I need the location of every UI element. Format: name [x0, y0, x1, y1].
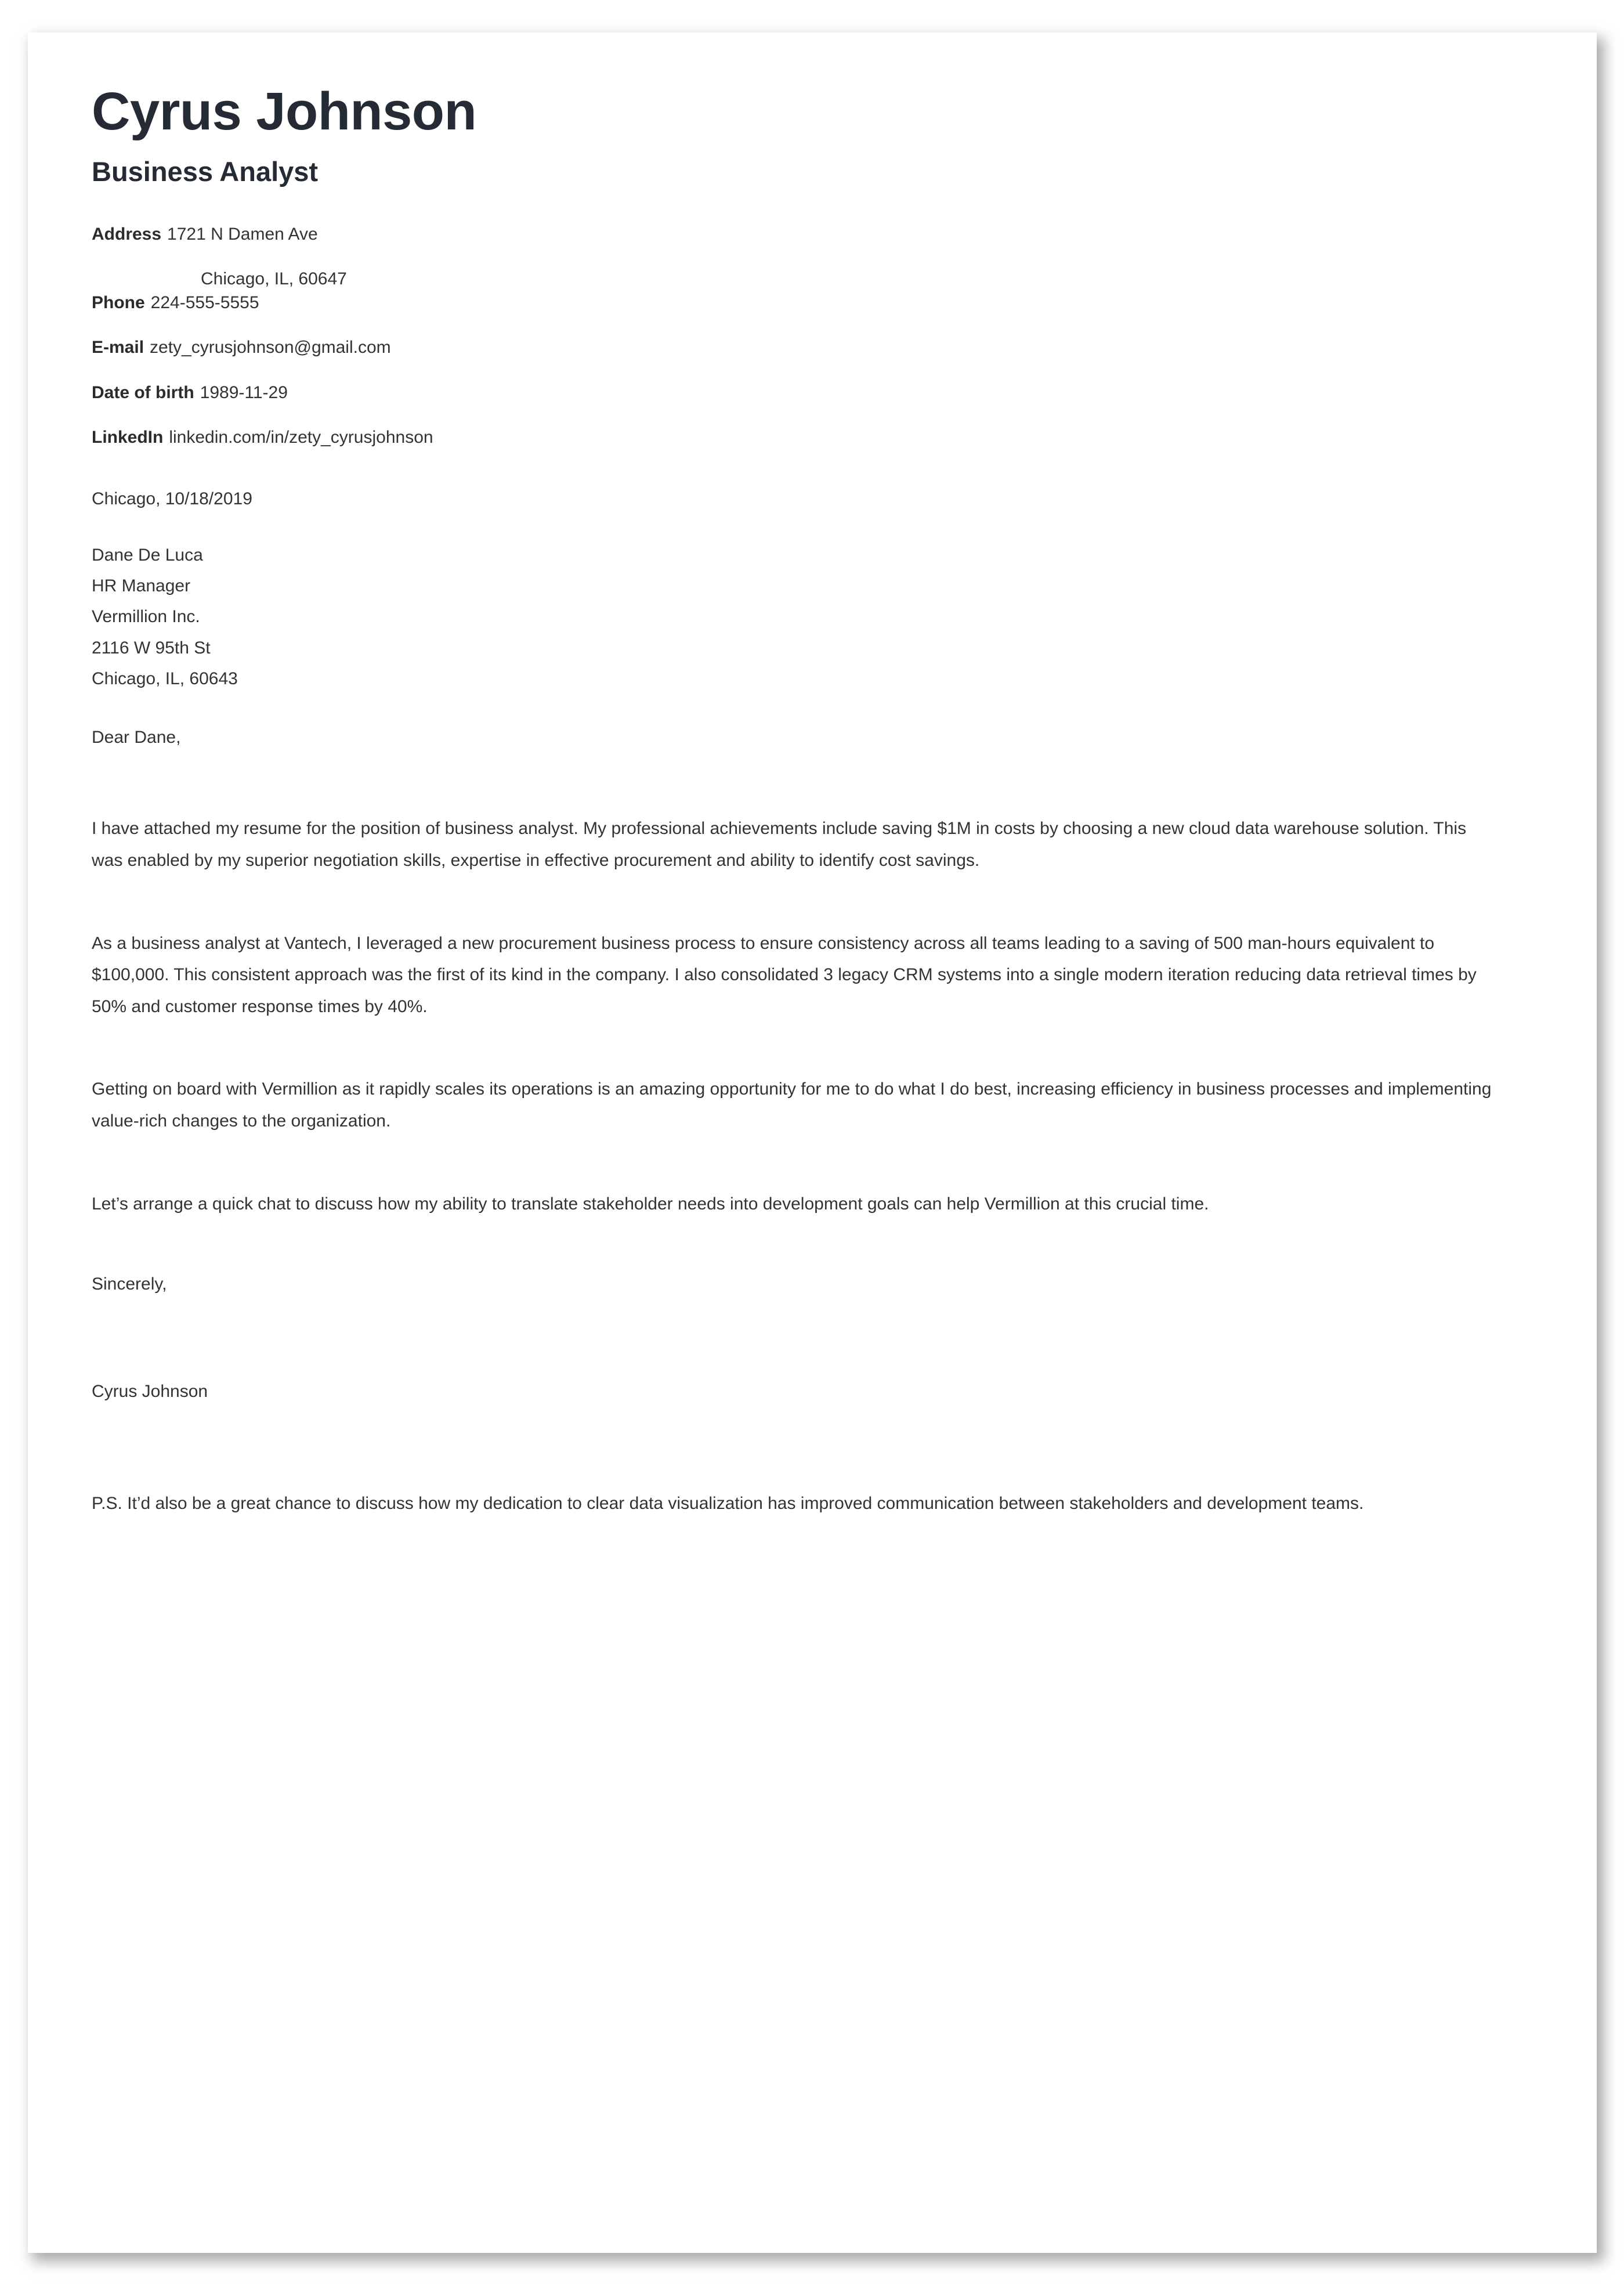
document-sheet	[28, 32, 1597, 2253]
contact-value-date-of-birth: 1989-11-29	[200, 382, 288, 402]
contact-value-address-city: Chicago, IL, 60647	[201, 269, 347, 289]
letter-paragraph-2: As a business analyst at Vantech, I leveraged a new procurement business process to ensure consistency across all teams leading to a saving of 500 man-hours equivalent to $100,000. This consistent approach was the first of its kind in the company. I also consolidated 3 legacy CRM systems into a single modern iteration reducing data retrieval times by 50% and customer response times by 40%.	[92, 933, 1477, 1016]
contact-item-phone	[92, 291, 1516, 315]
contact-value-email[interactable]: zety_cyrusjohnson@gmail.com	[150, 338, 391, 357]
recipient-city: Chicago, IL, 60643	[92, 669, 238, 689]
page-title: Cyrus Johnson	[92, 82, 477, 141]
contact-label-date-of-birth: Date of birth	[92, 382, 194, 402]
contact-value-phone: 224-555-5555	[150, 292, 259, 312]
document-content	[28, 32, 1597, 1590]
letter-salutation: Dear Dane,	[92, 728, 181, 747]
contact-label-address: Address	[92, 224, 162, 244]
contact-label-email: E-mail	[92, 338, 144, 357]
letter-signature-name: Cyrus Johnson	[92, 1382, 208, 1402]
contact-value-linkedin[interactable]: linkedin.com/in/zety_cyrusjohnson	[169, 428, 433, 447]
letter-paragraph-1: I have attached my resume for the position of business analyst. My professional achievements include saving $1M in costs by choosing a new cloud data warehouse solution. This was enabled by my superior negotiation skills, expertise in effective procurement and ability to identify cost savings.	[92, 819, 1467, 871]
contact-block	[92, 223, 1516, 450]
contact-label-linkedin: LinkedIn	[92, 428, 164, 447]
contact-item-email	[92, 336, 1516, 360]
recipient-job-title: HR Manager	[92, 576, 191, 595]
letter-closing: Sincerely,	[92, 1274, 167, 1294]
letter-date-line: Chicago, 10/18/2019	[92, 489, 252, 508]
letter-paragraph-3: Getting on board with Vermillion as it rapidly scales its operations is an amazing opportunity for me to do what I do best, increasing efficiency in business processes and implementing value-rich changes to the organization.	[92, 1079, 1492, 1131]
contact-item-address	[92, 223, 1516, 291]
job-title: Business Analyst	[92, 156, 319, 187]
recipient-street: 2116 W 95th St	[92, 638, 211, 658]
contact-value-address: 1721 N Damen Ave	[167, 224, 318, 244]
letter-paragraph-4: Let’s arrange a quick chat to discuss how my ability to translate stakeholder needs into development goals can help Vermillion at this crucial time.	[92, 1194, 1209, 1214]
letter-postscript: P.S. It’d also be a great chance to discuss how my dedication to clear data visualization has improved communication between stakeholders and development teams.	[92, 1494, 1364, 1514]
recipient-name: Dane De Luca	[92, 545, 203, 565]
contact-item-linkedin	[92, 426, 1516, 450]
recipient-address-block	[92, 540, 1516, 695]
contact-label-phone: Phone	[92, 292, 145, 312]
recipient-company: Vermillion Inc.	[92, 607, 200, 627]
contact-item-dob	[92, 381, 1516, 405]
